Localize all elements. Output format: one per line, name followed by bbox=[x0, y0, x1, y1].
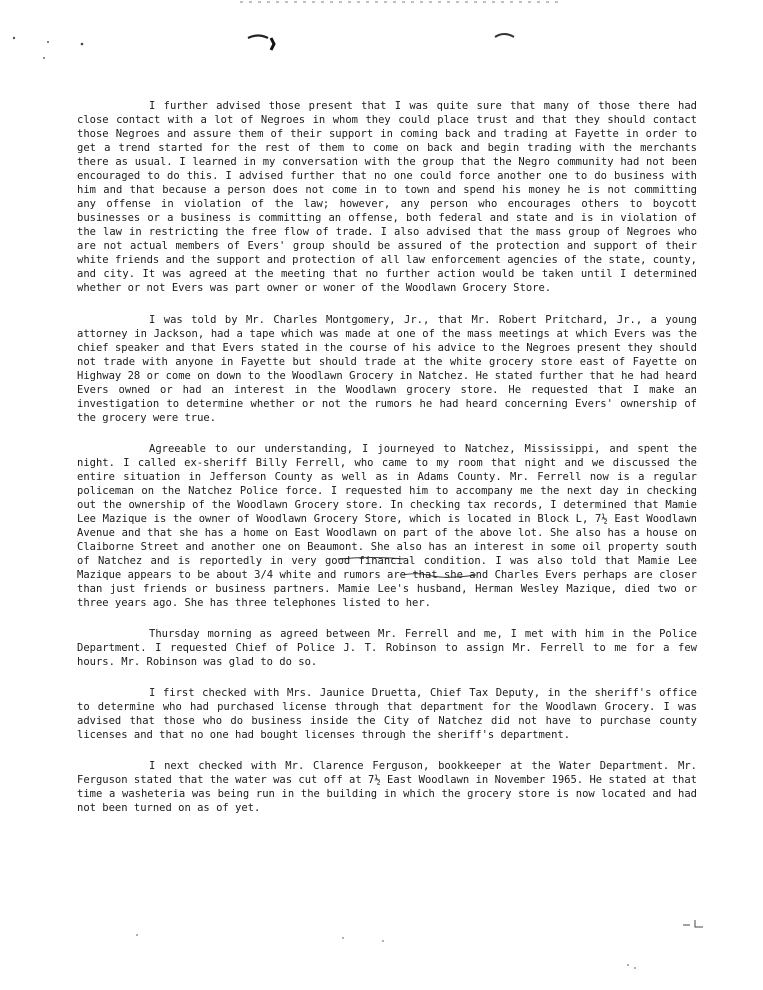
scan-speck bbox=[136, 934, 138, 936]
scan-speck bbox=[47, 41, 49, 43]
paragraph-6: I next checked with Mr. Clarence Ferguson, bookkeeper at the Water Department. Mr. Ferguson stated that the water was cut off at 7½ East Woodlawn in November 1965. He stated at that time a washeteria was being run in the building in which the grocery store is now located and had not been turned on as of yet. bbox=[77, 760, 697, 814]
scan-speck bbox=[634, 967, 636, 969]
scan-speck bbox=[627, 964, 629, 966]
document-body bbox=[77, 99, 697, 832]
staple-mark-right bbox=[495, 34, 514, 37]
paragraph-5: I first checked with Mrs. Jaunice Druetta, Chief Tax Deputy, in the sheriff's office to determine who had purchased license through that department for the Woodlawn Grocery. I was advised that those who do business inside the City of Natchez did not have to purchase county licenses and that no one had bought licenses through the sheriff's department. bbox=[77, 687, 697, 741]
paragraph-4: Thursday morning as agreed between Mr. Ferrell and me, I met with him in the Police Department. I requested Chief of Police J. T. Robinson to assign Mr. Ferrell to me for a few hours. Mr. Robinson was glad to do so. bbox=[77, 628, 697, 668]
paragraph-2: I was told by Mr. Charles Montgomery, Jr., that Mr. Robert Pritchard, Jr., a young attorney in Jackson, had a tape which was made at one of the mass meetings at which Evers was the chief speaker and that Evers stated in the course of his advice to the Negroes present they should not trade with anyone in Fayette but should trade at the white grocery store east of Fayette on Highway 28 or come on down to the Woodlawn Grocery in Natchez. He stated further that he had heard Evers owned or had an interest in the Woodlawn grocery store. He requested that I make an investigation to determine whether or not the rumors he had heard concerning Evers' ownership of the grocery were true. bbox=[77, 314, 697, 424]
scan-speck bbox=[13, 37, 15, 39]
paragraph-3: Agreeable to our understanding, I journeyed to Natchez, Mississippi, and spent the night. I called ex-sheriff Billy Ferrell, who came to my room that night and we discussed the entire situation in Jefferson County as well as in Adams County. Mr. Ferrell now is a regular policeman on the Natchez Police force. I requested him to accompany me the next day in checking out the ownership of the Woodlawn Grocery store. In checking tax records, I determined that Mamie Lee Mazique is the owner of Woodlawn Grocery Store, which is located in Block L, 7½ East Woodlawn Avenue and that she has a home on East Woodlawn on part of the above lot. She also has a house on Claiborne Street and another one on Beaumont. She also has an interest in some oil property south of Natchez and is reportedly in very good financial condition. I was also told that Mamie Lee Mazique appears to be about 3/4 white and rumors are that she and Charles Evers perhaps are closer than just friends or business partners. Mamie Lee's husband, Herman Wesley Mazique, died two or three years ago. She has three telephones listed to her. bbox=[77, 443, 697, 609]
scan-speck bbox=[81, 43, 84, 46]
bottom-mark bbox=[695, 920, 703, 927]
paragraph-1: I further advised those present that I was quite sure that many of those there had close contact with a lot of Negroes in whom they could place trust and that they should contact those Negroes and assure them of their support in coming back and trading at Fayette in order to get a trend started for the rest of them to come on back and begin trading with the merchants there as usual. I learned in my conversation with the group that the Negro community had not been encouraged to do this. I advised further that no one could force another one to do business with him and that because a person does not come in to town and spend his money he is not committing any offense in violation of the law; however, any person who encourages others to boycott businesses or a business is committing an offense, both federal and state and is in violation of the law in restricting the free flow of trade. I also advised that the mass group of Negroes who are not actual members of Evers' group should be assured of the protection and support of their white friends and the support and protection of all law enforcement agencies of the state, county, and city. It was agreed at the meeting that no further action would be taken until I determined whether or not Evers was part owner or woner of the Woodlawn Grocery Store. bbox=[77, 100, 697, 294]
staple-mark-left bbox=[248, 36, 268, 39]
scan-speck bbox=[43, 57, 45, 59]
staple-mark-left-tail bbox=[271, 38, 274, 50]
scan-speck bbox=[342, 937, 344, 939]
scan-speck bbox=[382, 940, 384, 942]
